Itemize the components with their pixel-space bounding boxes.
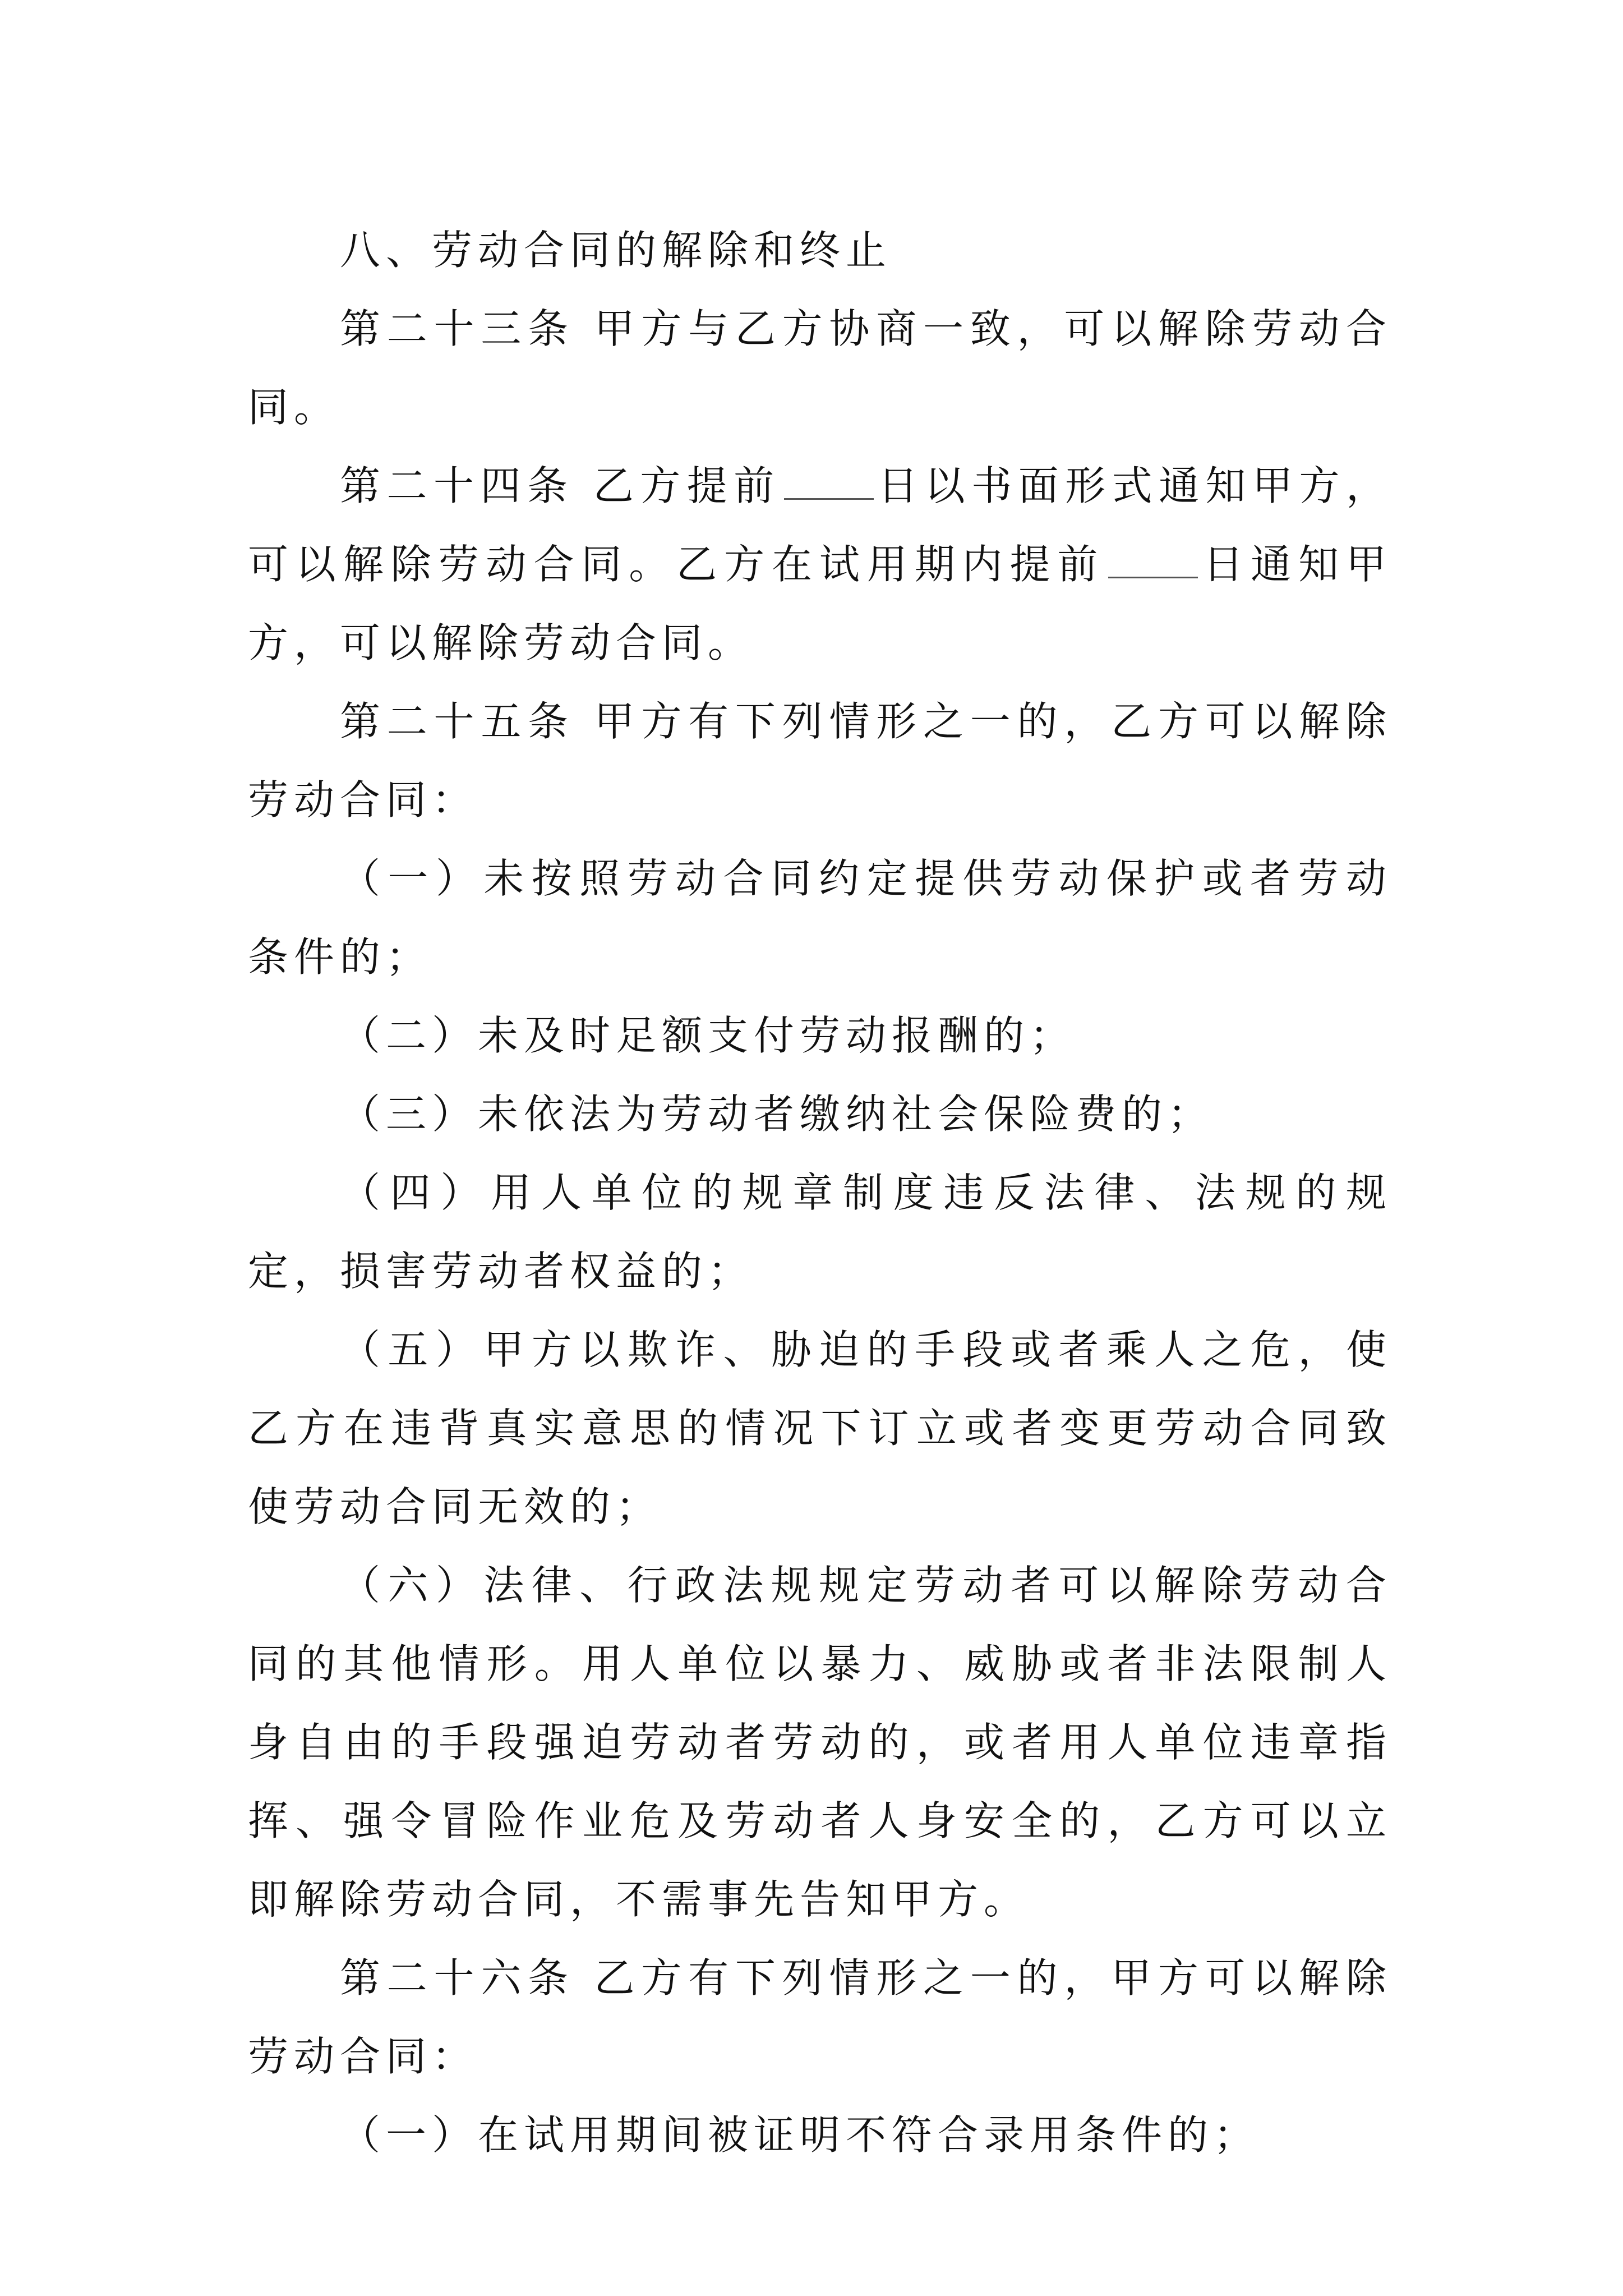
document-body <box>248 211 1392 2174</box>
notice-days-blank <box>784 464 874 500</box>
article-25-item-5: （五）甲方以欺诈、胁迫的手段或者乘人之危，使乙方在违背真实意思的情况下订立或者变更劳动合同致使劳动合同无效的； <box>248 1326 1392 1530</box>
article-25-item-6: （六）法律、行政法规规定劳动者可以解除劳动合同的其他情形。用人单位以暴力、威胁或者非法限制人身自由的手段强迫劳动者劳动的，或者用人单位违章指挥、强令冒险作业危及劳动者人身安全的，乙方可以立即解除劳动合同，不需事先告知甲方。 <box>248 1562 1392 1923</box>
article-25-item-3: （三）未依法为劳动者缴纳社会保险费的； <box>340 1091 1214 1138</box>
article-24-part1: 第二十四条 乙方提前 <box>340 462 781 509</box>
article-26: 第二十六条 乙方有下列情形之一的，甲方可以解除劳动合同： <box>248 1954 1392 2080</box>
article-24 <box>248 447 1392 682</box>
article-26-item-1: （一）在试用期间被证明不符合录用条件的； <box>340 2111 1260 2159</box>
article-25: 第二十五条 甲方有下列情形之一的，乙方可以解除劳动合同： <box>248 698 1392 823</box>
article-23: 第二十三条 甲方与乙方协商一致，可以解除劳动合同。 <box>248 305 1392 431</box>
article-25-item-4: （四）用人单位的规章制度违反法律、法规的规定，损害劳动者权益的； <box>248 1169 1392 1295</box>
section-heading: 八、劳动合同的解除和终止 <box>340 227 892 274</box>
article-24-part3: 日通知甲方，可以解除劳动合同。 <box>248 541 1392 666</box>
probation-notice-days-blank <box>1108 543 1198 578</box>
article-25-item-2: （二）未及时足额支付劳动报酬的； <box>340 1012 1076 1059</box>
article-25-item-1: （一）未按照劳动合同约定提供劳动保护或者劳动条件的； <box>248 855 1392 981</box>
article-24-part2: 日以书面形式通知甲方，可以解除劳动合同。乙方在试用期内提前 <box>248 462 1392 588</box>
